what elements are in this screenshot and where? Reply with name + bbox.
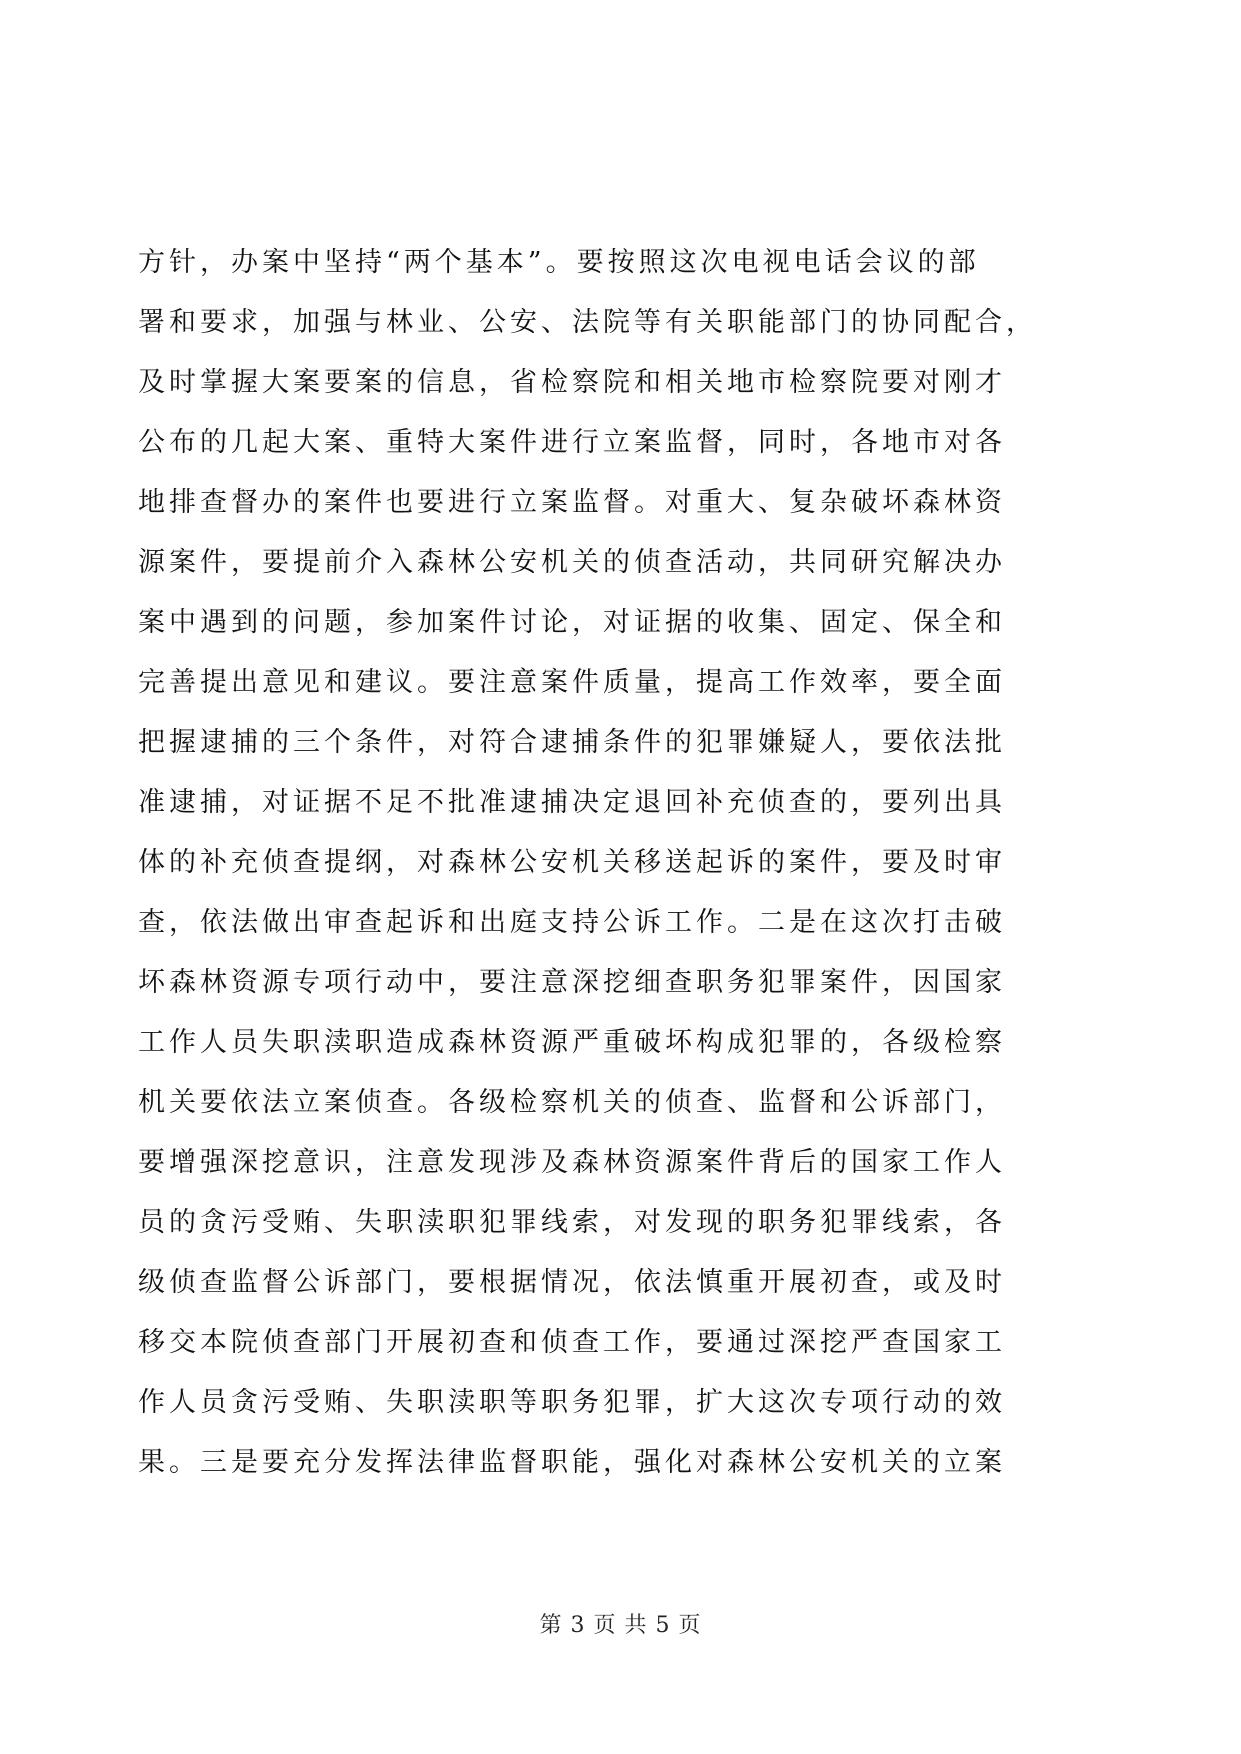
text-line: 作人员贪污受贿、失职渎职等职务犯罪，扩大这次专项行动的效 <box>138 1387 1006 1418</box>
text-line: 员的贪污受贿、失职渎职犯罪线索，对发现的职务犯罪线索，各 <box>138 1207 1006 1238</box>
text-line: 工作人员失职渎职造成森林资源严重破坏构成犯罪的，各级检察 <box>138 1027 1006 1058</box>
page-number-footer: 第 3 页 共 5 页 <box>539 1613 702 1638</box>
text-line: 准逮捕，对证据不足不批准逮捕决定退回补充侦查的，要列出具 <box>138 787 1006 818</box>
text-line: 移交本院侦查部门开展初查和侦查工作，要通过深挖严查国家工 <box>138 1327 1006 1358</box>
text-line: 源案件，要提前介入森林公安机关的侦查活动，共同研究解决办 <box>138 547 1006 578</box>
text-line: 署和要求，加强与林业、公安、法院等有关职能部门的协同配合， <box>138 307 1037 338</box>
text-line: 级侦查监督公诉部门，要根据情况，依法慎重开展初查，或及时 <box>138 1267 1006 1298</box>
text-line: 查，依法做出审查起诉和出庭支持公诉工作。二是在这次打击破 <box>138 907 1006 938</box>
text-line: 案中遇到的问题，参加案件讨论，对证据的收集、固定、保全和 <box>138 607 1006 638</box>
text-line: 体的补充侦查提纲，对森林公安机关移送起诉的案件，要及时审 <box>138 847 1006 878</box>
text-line: 地排查督办的案件也要进行立案监督。对重大、复杂破坏森林资 <box>138 487 1006 518</box>
text-line: 方针，办案中坚持“两个基本”。要按照这次电视电话会议的部 <box>138 247 980 278</box>
text-line: 坏森林资源专项行动中，要注意深挖细查职务犯罪案件，因国家 <box>138 967 1006 998</box>
text-line: 及时掌握大案要案的信息，省检察院和相关地市检察院要对刚才 <box>138 367 1006 398</box>
text-line: 公布的几起大案、重特大案件进行立案监督，同时，各地市对各 <box>138 427 1006 458</box>
text-line: 把握逮捕的三个条件，对符合逮捕条件的犯罪嫌疑人，要依法批 <box>138 727 1006 758</box>
text-line: 果。三是要充分发挥法律监督职能，强化对森林公安机关的立案 <box>138 1447 1006 1478</box>
text-line: 完善提出意见和建议。要注意案件质量，提高工作效率，要全面 <box>138 667 1006 698</box>
text-line: 机关要依法立案侦查。各级检察机关的侦查、监督和公诉部门， <box>138 1087 1006 1118</box>
text-line: 要增强深挖意识，注意发现涉及森林资源案件背后的国家工作人 <box>138 1147 1006 1178</box>
body-text <box>138 233 1113 1493</box>
